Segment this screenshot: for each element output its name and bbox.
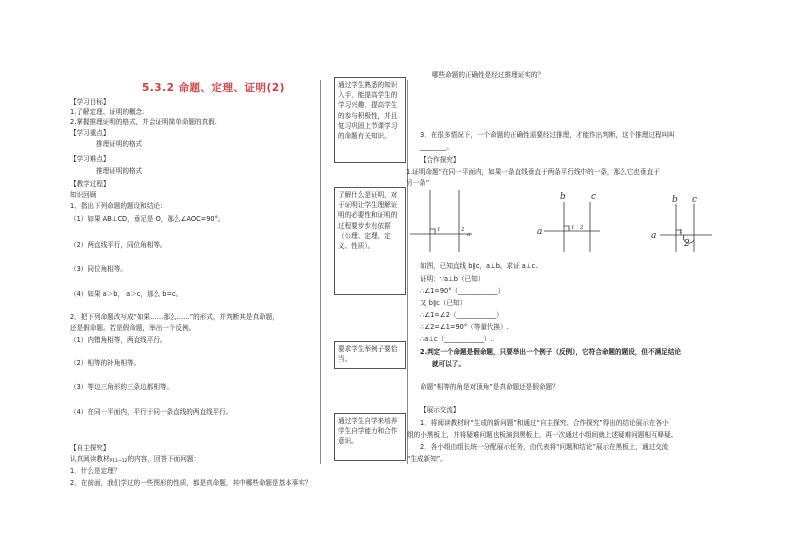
cooperation-heading: 【合作探究】: [420, 156, 460, 164]
proof-line-5: ∴a⊥c（____________）.: [420, 335, 493, 343]
question-2-3: （3）等边三角形的三条边都相等。: [70, 383, 174, 391]
self-study-question-2: 2．在前面，我们学过的一些图形的性质，都是真命题，其中哪些命题是基本事实？: [70, 479, 312, 487]
fig3-label-c: c: [692, 195, 698, 205]
question-2-4: （4）在同一平面内，平行于同一条直线的两直线平行。: [70, 408, 233, 416]
showcase-1-line-a: 1．将阅读教材时“生成的新问题”和通过“自主探究、合作探究”得出的结论展示在各小: [420, 419, 669, 427]
question-1-4: （4）如果 a＞b， a＞c，那么 b=c。: [70, 290, 183, 298]
review-heading: 知识回顾: [70, 191, 97, 199]
fig3-label-a: a: [651, 231, 657, 241]
question-1-1: （1）如果 AB⊥CD，垂足是 O，那么∠AOC=90°。: [70, 215, 225, 223]
fig3-label-b: b: [672, 195, 678, 205]
fig1-right-angle: [430, 229, 435, 234]
question-1-3: （3）同位角相等。: [70, 265, 127, 273]
process-heading: 【教学过程】: [70, 180, 110, 188]
fig1-label-a: a: [467, 232, 471, 238]
fig3-label-2: 2: [684, 239, 690, 249]
top-question: 哪些命题的正确性是经过推理证实的？: [432, 71, 545, 79]
teaching-note-4: 通过学生自学来培养学生自学能力和合作意识。: [334, 413, 406, 461]
key-text: 推理证明的格式: [96, 140, 143, 148]
fig2-label-1: 1: [571, 225, 575, 231]
proof-line-1: ∴∠1=90°（____________）: [420, 287, 505, 295]
self-study-intro-b: 的内容，回答下面问题：: [127, 455, 201, 463]
self-study-question-1: 1．什么是定理？: [70, 467, 121, 475]
self-study-heading: 【自主探究】: [70, 444, 110, 452]
question-3-line-b: ________。: [420, 143, 453, 151]
judgement-line-b: 就可以了。: [432, 360, 465, 368]
goal-heading: 【学习目标】: [70, 98, 110, 106]
difficulty-text: 推理证明的格式: [96, 167, 143, 175]
question-2-1: （1）内错角相等，两直线平行。: [70, 336, 167, 344]
proof-line-4: ∴∠2=∠1=90°（等量代换）.: [420, 323, 509, 331]
teaching-note-3: 要求学生举例子要恰当。: [334, 341, 406, 369]
cooperation-1-line-a: 1.证明命题“在同一平面内，如果一条直线垂直于两条平行线中的一条，那么它也垂直于: [406, 168, 660, 176]
figure-1: [410, 190, 472, 252]
fig2-label-2: 2: [580, 225, 584, 231]
question-1-2: （2）两直线平行，同位角相等。: [70, 241, 167, 249]
proof-line-0: 证明：∵a⊥b（已知）: [420, 275, 485, 283]
showcase-2-line-a: 2．各小组由组长统一分配展示任务，由代表将“问题和结论”展示在黑板上，通过交流: [420, 443, 669, 451]
fig3-label-1: 1: [679, 229, 683, 235]
question-2-line-b: 还是假命题。若是假命题，举出一个反例。: [70, 324, 196, 332]
question-3-line-a: 3．在很多情况下，一个命题的正确性需要经过推理，才能作出判断，这个推理过程叫叫: [420, 131, 675, 139]
self-study-intro-a: 认真阅读教材: [70, 455, 110, 463]
fig2-label-a: a: [537, 227, 543, 237]
fig2-label-c: c: [591, 192, 597, 202]
goal-item-1: 1.了解定理、证明的概念.: [70, 108, 145, 116]
page-title: 5.3.2 命题、定理、证明(2): [142, 82, 285, 94]
showcase-2-line-b: “生成新知”。: [407, 455, 447, 463]
key-heading: 【学习重点】: [70, 129, 110, 137]
fig2-right-angle: [564, 226, 569, 231]
question-2-2: （2）相等的补角相等。: [70, 359, 141, 367]
question-1: 1、指出下列命题的题设和结论：: [70, 202, 167, 210]
proof-line-3: ∴∠1=∠2（____________）: [420, 311, 503, 319]
self-study-page: P11~12: [109, 459, 128, 464]
teaching-note-2: 了解什么是证明，对于证明让学生理解证明的必要性和证明的过程要步步有依据（公理、定理、定义、性质）。: [334, 187, 406, 295]
showcase-heading: 【展示交流】: [420, 406, 460, 414]
showcase-1-line-b: 组的小黑板上，并将疑难问题也板演到黑板上，再一次通过小组间就上述疑难问题相互释疑。: [407, 431, 678, 439]
difficulty-heading: 【学习难点】: [70, 155, 110, 163]
judgement-line-a: 2.判定一个命题是假命题，只要举出一个例子（反例），它符合命题的题设，但不满足结论: [420, 348, 681, 356]
fig2-label-b: b: [560, 192, 566, 202]
proof-given: 如图，已知直线 b∥c，a⊥b。求证 a⊥c.: [420, 262, 538, 270]
goal-item-2: 2.掌握推理证明的格式，并会证明简单命题的真假.: [70, 118, 217, 126]
question-2-line-a: 2、把下列命题改写成“如果……那么……”的形式，并判断其是真命题，: [70, 313, 279, 321]
vertical-angle-question: 命题“相等的角是对顶角”是真命题还是假命题？: [420, 383, 559, 391]
fig1-label-1: 1: [437, 227, 441, 233]
fig1-label-2: 2: [461, 227, 465, 233]
proof-line-2: 又 b∥c（已知）: [420, 299, 467, 307]
teaching-note-1: 通过学生熟悉的知识入手，能提高学生的学习兴趣、提高学生的参与积极性，并且复习巩固上节课学习的命题有关知识。: [334, 77, 406, 163]
cooperation-1-line-b: 另一条”: [406, 179, 430, 187]
